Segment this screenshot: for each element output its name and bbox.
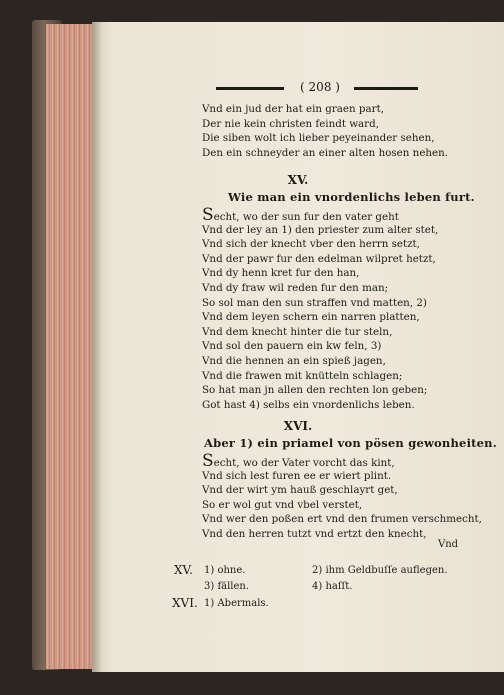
- verse-line: Vnd dem knecht hinter die tur steln,: [202, 325, 393, 338]
- verse-line: Vnd sol den pauern ein kw feln, 3): [202, 340, 382, 353]
- verse-line: Vnd dy fraw wil reden fur den man;: [202, 281, 389, 294]
- section-xvi-title: Aber 1) ein priamel von pösen gewonheiten.: [204, 436, 497, 450]
- verse-line: Der nie kein christen feindt ward,: [202, 117, 379, 130]
- initial-letter: S: [202, 451, 214, 471]
- footnote-xv-4: 4) haſſt.: [312, 581, 353, 592]
- page-content: [92, 22, 504, 672]
- verse-line: Vnd die frawen mit knütteln schlagen;: [202, 369, 403, 382]
- verse-line: Vnd sich der knecht vber den herrn setzt,: [202, 238, 420, 251]
- verse-line: So sol man den sun straffen vnd matten, 2): [202, 296, 427, 309]
- verse-line: Vnd der wirt ym hauß geschlayrt get,: [202, 484, 398, 497]
- verse-line: So er wol gut vnd vbel verstet,: [202, 498, 363, 511]
- catchword: Vnd: [438, 539, 459, 550]
- footnote-xvi-label: XVI.: [172, 596, 198, 610]
- footnote-xv-3: 3) fällen.: [204, 581, 250, 592]
- verse-top: [202, 102, 448, 160]
- footnote-xv-1: 1) ohne.: [204, 565, 246, 576]
- verse-line: Vnd sich lest furen ee er wiert plint.: [202, 469, 392, 482]
- section-xvi-verse: [202, 451, 482, 542]
- footnote-xv-label: XV.: [174, 563, 193, 577]
- verse-line: Vnd der pawr fur den edelman wilpret hetzt,: [202, 252, 436, 265]
- verse-line: Vnd ein jud der hat ein graen part,: [202, 103, 384, 115]
- verse-line: So hat man jn allen den rechten lon geben;: [202, 384, 428, 397]
- page-edges: [46, 24, 98, 669]
- verse-line: Die siben wolt ich lieber peyeinander sehen,: [202, 132, 435, 145]
- section-xv-title: Wie man ein vnordenlichs leben furt.: [228, 190, 475, 204]
- verse-line: Vnd die hennen an ein spieß jagen,: [202, 354, 386, 367]
- verse-line: Vnd dem leyen schern ein narren platten,: [202, 311, 420, 324]
- page-number: ( 208 ): [300, 80, 340, 94]
- verse-line: Vnd dy henn kret fur den han,: [202, 267, 360, 280]
- section-xvi-numeral: XVI.: [283, 419, 313, 433]
- footnote-xv-2: 2) ihm Geldbuſſe auflegen.: [312, 565, 448, 576]
- section-xv-verse: [202, 205, 439, 412]
- verse-line: Den ein schneyder an einer alten hosen nehen.: [202, 146, 449, 159]
- verse-line: Vnd den herren tutzt vnd ertzt den knecht,: [202, 527, 427, 540]
- initial-letter: S: [202, 205, 214, 225]
- verse-line: Got hast 4) selbs ein vnordenlichs leben.: [202, 398, 415, 411]
- verse-line: Vnd wer den poßen ert vnd den frumen verschmecht,: [202, 513, 482, 526]
- head-rule-left: [216, 87, 284, 90]
- verse-line-rest: echt, wo der Vater vorcht das kint,: [213, 457, 395, 469]
- gutter-shadow: [92, 22, 102, 672]
- verse-line: Vnd der ley an 1) den priester zum alter stet,: [202, 223, 439, 236]
- book-page: [92, 22, 504, 672]
- verse-line: [202, 205, 438, 225]
- head-rule-right: [354, 87, 418, 90]
- verse-line-rest: echt, wo der sun fur den vater geht: [213, 211, 399, 223]
- section-xv-numeral: XV.: [287, 173, 309, 187]
- footnote-xvi-1: 1) Abermals.: [204, 598, 269, 609]
- verse-line: [202, 451, 482, 471]
- running-head: [92, 78, 504, 98]
